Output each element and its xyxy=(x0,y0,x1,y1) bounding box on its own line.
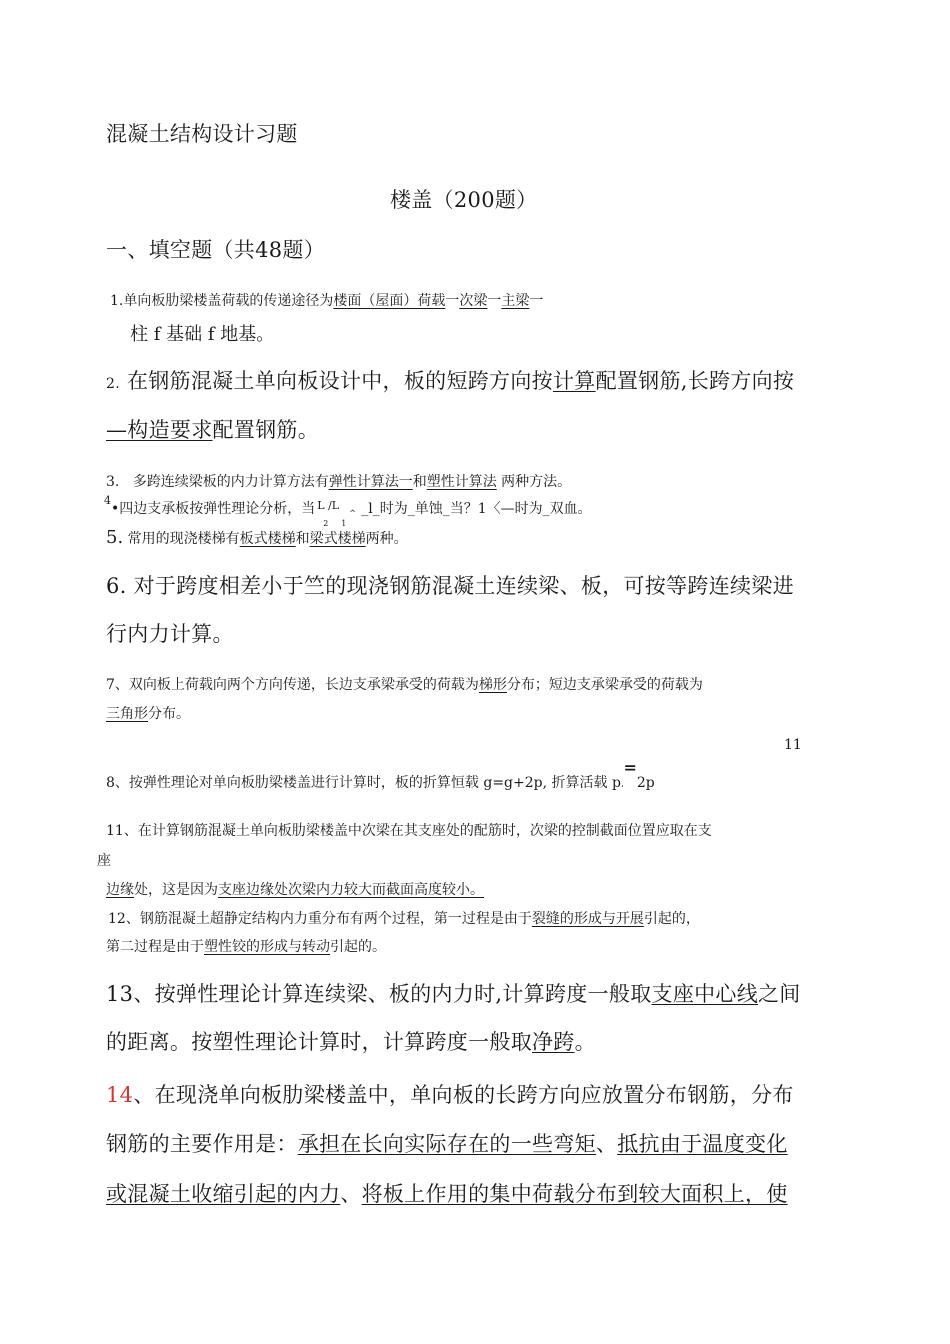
question-1-continued: 柱 f 基础 f 地基。 xyxy=(130,324,275,345)
chapter-title: 楼盖（200题） xyxy=(390,188,538,212)
question-13: 13、按弹性理论计算连续梁、板的内力时,计算跨度一般取支座中心线之间 xyxy=(106,982,801,1006)
question-13-continued: 的距离。按塑性理论计算时，计算跨度一般取净跨。 xyxy=(106,1030,596,1054)
question-11: 11、在计算钢筋混凝土单向板肋梁楼盖中次梁在其支座处的配筋时，次梁的控制截面位置应取在支 xyxy=(106,823,712,839)
question-5: 5. 常用的现浇楼梯有板式楼梯和梁式楼梯两种。 xyxy=(106,527,408,548)
question-6-continued: 行内力计算。 xyxy=(106,622,234,646)
question-14: 14、在现浇单向板肋梁楼盖中，单向板的长跨方向应放置分布钢筋，分布 xyxy=(106,1083,794,1107)
doc-title: 混凝土结构设计习题 xyxy=(106,122,298,146)
question-1: 1.单向板肋梁楼盖荷载的传递途径为楼面（屋面）荷载一次梁一主梁一 xyxy=(110,293,544,309)
question-4: $^4$•四边支承板按弹性理论分析，当 L /L 2 1 ^ _l_时为_单蚀_当？1〈—时为_双血。 xyxy=(104,494,592,528)
question-2-continued: —构造要求配置钢筋。 xyxy=(106,418,319,442)
question-14-continued-2: 或混凝土收缩引起的内力、将板上作用的集中荷载分布到较大面积上，使 xyxy=(106,1182,788,1206)
question-14-number: 14 xyxy=(106,1083,134,1107)
question-7-continued: 三角形分布。 xyxy=(106,706,190,722)
question-8-fraction-numerator: 11 xyxy=(784,737,802,753)
question-6: 6. 对于跨度相差小于竺的现浇钢筋混凝土连续梁、板，可按等跨连续梁进 xyxy=(106,574,794,598)
question-7: 7、双向板上荷载向两个方向传递，长边支承梁承受的荷载为梯形分布；短边支承梁承受的荷载为 xyxy=(106,677,703,693)
question-2: 2. 在钢筋混凝土单向板设计中，板的短跨方向按计算配置钢筋,长跨方向按 xyxy=(106,369,795,393)
question-3: 3. 多跨连续梁板的内力计算方法有弹性计算法一和塑性计算法 两种方法。 xyxy=(106,474,572,490)
question-12-continued: 第二过程是由于塑性铰的形成与转动引起的。 xyxy=(106,939,386,955)
question-12: 12、钢筋混凝土超静定结构内力重分布有两个过程，第一过程是由于裂缝的形成与开展引起的， xyxy=(108,911,700,927)
question-11-continued: 边缘处，这是因为支座边缘处次梁内力较大而截面高度较小。 xyxy=(106,882,484,898)
question-8: 8、按弹性理论对单向板肋梁楼盖进行计算时，板的折算恒载 g=g+2p, 折算活载 $p_‘=2p$ xyxy=(106,758,655,793)
equals-sign: = xyxy=(623,758,637,777)
question-11-wrap: 座 xyxy=(97,853,111,869)
question-14-continued-1: 钢筋的主要作用是：承担在长向实际存在的一些弯矩、抵抗由于温度变化 xyxy=(106,1132,788,1156)
section-title: 一、填空题（共48题） xyxy=(106,238,326,262)
